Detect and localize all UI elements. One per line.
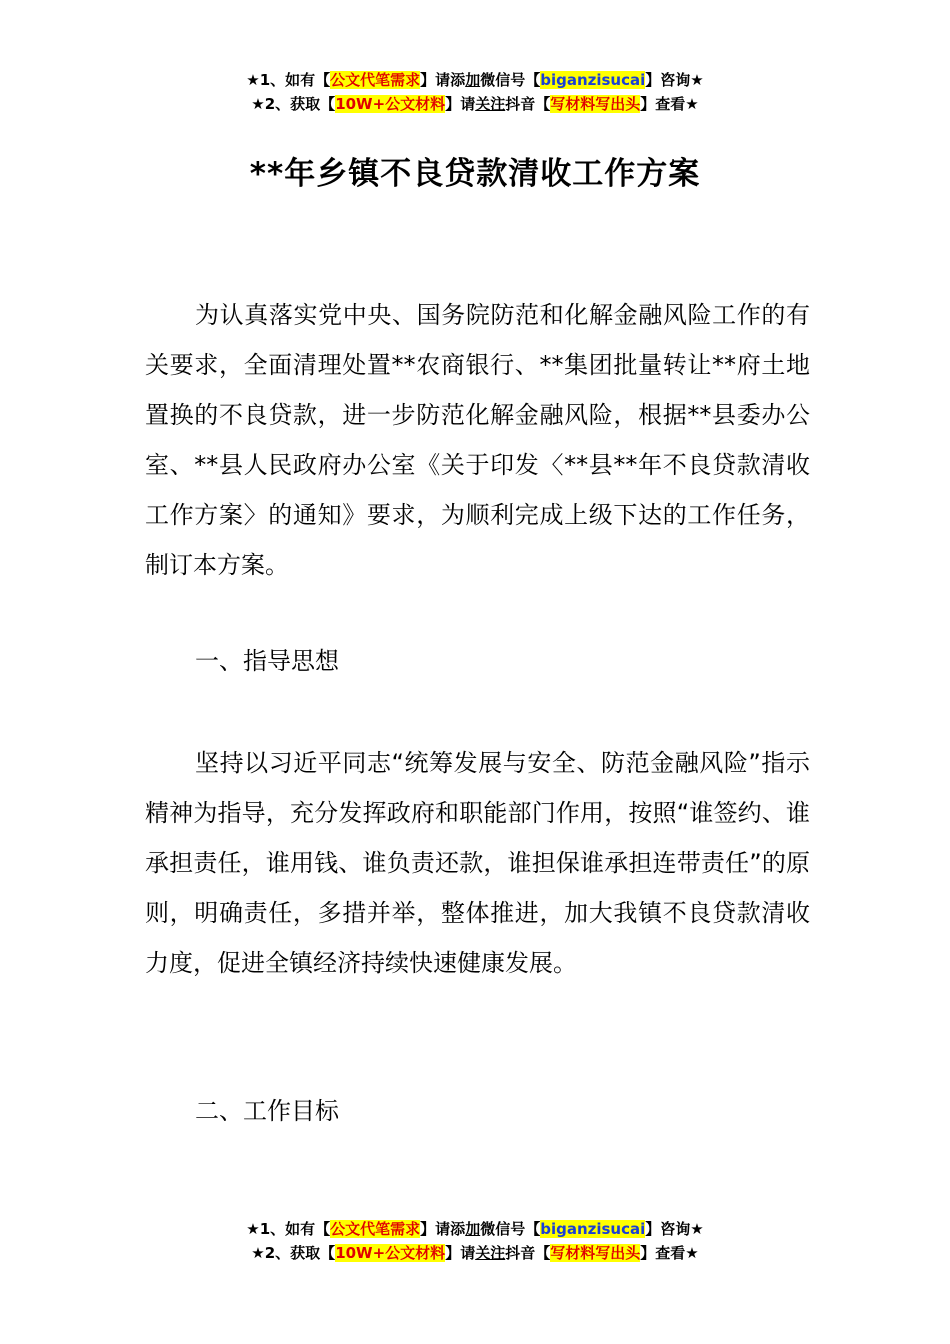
section-heading-guiding-ideology: 一、指导思想 — [195, 647, 339, 675]
section-heading-work-goals: 二、工作目标 — [195, 1097, 339, 1125]
banner-line-2: ★2、获取【10W+公文材料】请关注抖音【写材料写出头】查看★ — [251, 95, 699, 113]
banner-highlight: 10W+公文材料 — [335, 1244, 446, 1262]
banner-douyin-name: 写材料写出头 — [550, 95, 641, 113]
banner-highlight: 公文代笔需求 — [330, 71, 421, 89]
banner-line-1: ★1、如有【公文代笔需求】请添加微信号【biganzisucai】咨询★ — [246, 1220, 704, 1238]
guiding-ideology-paragraph: 坚持以习近平同志“统筹发展与安全、防范金融风险”指示精神为指导，充分发挥政府和职能部门作用，按照“谁签约、谁承担责任，谁用钱、谁负责还款，谁担保谁承担连带责任”的原则，明确责任，多措并举，整体推进，加大我镇不良贷款清收力度，促进全镇经济持续快速健康发展。 — [145, 749, 810, 977]
banner-wechat-id: biganzisucai — [540, 1220, 646, 1238]
banner-highlight: 10W+公文材料 — [335, 95, 446, 113]
banner-wechat-id: biganzisucai — [540, 71, 646, 89]
intro-paragraph: 为认真落实党中央、国务院防范和化解金融风险工作的有关要求，全面清理处置**农商银行、**集团批量转让**府土地置换的不良贷款，进一步防范化解金融风险，根据**县委办公室、**县人民政府办公室《关于印发〈**县**年不良贷款清收工作方案〉的通知》要求，为顺利完成上级下达的工作任务，制订本方案。 — [145, 301, 810, 579]
footer-banner — [0, 1217, 950, 1265]
banner-douyin-name: 写材料写出头 — [550, 1244, 641, 1262]
banner-highlight: 公文代笔需求 — [330, 1220, 421, 1238]
banner-line-1: ★1、如有【公文代笔需求】请添加微信号【biganzisucai】咨询★ — [246, 71, 704, 89]
header-banner — [0, 68, 950, 116]
banner-line-2: ★2、获取【10W+公文材料】请关注抖音【写材料写出头】查看★ — [251, 1244, 699, 1262]
document-title: **年乡镇不良贷款清收工作方案 — [249, 156, 701, 192]
